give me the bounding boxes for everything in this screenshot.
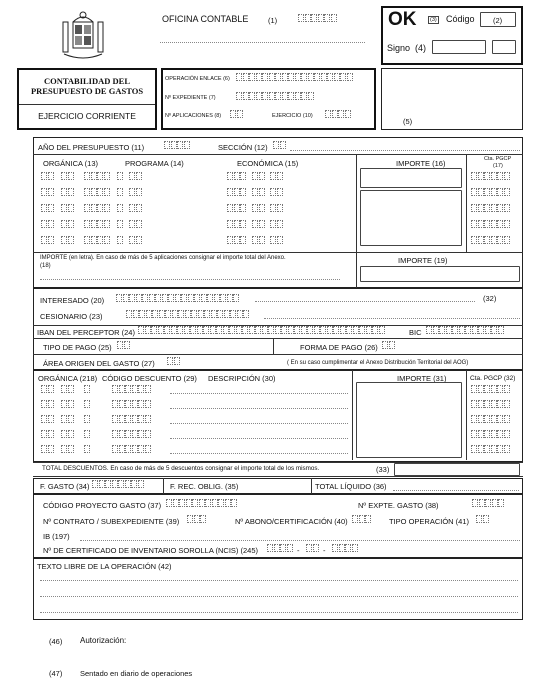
economica-cells[interactable] xyxy=(252,220,265,228)
desc-organica-cells[interactable] xyxy=(61,430,74,438)
expediente-label: Nº EXPEDIENTE (7) xyxy=(165,95,216,101)
abono-cells[interactable] xyxy=(352,515,372,523)
title-line1: CONTABILIDAD DEL xyxy=(43,76,131,86)
expediente-cells[interactable] xyxy=(236,92,314,100)
organica-label: ORGÁNICA (13) xyxy=(43,159,99,168)
ok-num: (3) xyxy=(430,17,437,23)
cert-dash-2: - xyxy=(323,546,326,555)
desc-importe-label: IMPORTE (31) xyxy=(397,374,447,383)
desc-codigo-cells[interactable] xyxy=(112,430,151,438)
desc-organica-label: ORGÁNICA (218) xyxy=(38,374,98,383)
f-rec-label: F. REC. OBLIG. (35) xyxy=(170,482,239,491)
expte-gasto-cells[interactable] xyxy=(472,499,505,507)
economica-cells[interactable] xyxy=(227,236,247,244)
codigo-label: Código xyxy=(446,14,475,24)
importe19-field[interactable] xyxy=(360,266,520,282)
desc-organica-cells[interactable] xyxy=(61,445,74,453)
desc-codigo-cells[interactable] xyxy=(112,445,151,453)
total-desc-label: TOTAL DESCUENTOS. En caso de más de 5 descuentos consignar el importe total de los mismos. xyxy=(42,465,320,472)
organica-cells[interactable] xyxy=(41,204,54,212)
cert-cells-3[interactable] xyxy=(332,544,358,552)
ok-label: OK xyxy=(388,9,417,30)
desc-cta-cells[interactable] xyxy=(471,430,510,438)
desc-cta-cells[interactable] xyxy=(471,400,510,408)
desc-cta-cells[interactable] xyxy=(471,445,510,453)
economica-cells[interactable] xyxy=(227,204,247,212)
programa-cells[interactable] xyxy=(84,204,110,212)
economica-cells[interactable] xyxy=(252,172,265,180)
desc-descripcion-label: DESCRIPCIÓN (30) xyxy=(208,374,276,383)
sentado-label: Sentado en diario de operaciones xyxy=(80,669,193,678)
seccion-label: SECCIÓN (12) xyxy=(218,143,268,152)
signo-num: (4) xyxy=(415,43,426,53)
cta-cells[interactable] xyxy=(471,236,510,244)
num47: (47) xyxy=(49,669,63,678)
title-line2: PRESUPUESTO DE GASTOS xyxy=(30,86,144,96)
interesado-label: INTERESADO (20) xyxy=(40,296,105,305)
total-desc-field[interactable] xyxy=(394,463,520,476)
desc-cta-cells[interactable] xyxy=(471,385,510,393)
economica-cells[interactable] xyxy=(270,188,283,196)
programa-cells[interactable] xyxy=(117,188,124,196)
signo-field-2[interactable] xyxy=(492,40,516,54)
area-label: ÁREA ORIGEN DEL GASTO (27) xyxy=(43,359,155,368)
desc-codigo-cells[interactable] xyxy=(84,415,91,423)
aplicaciones-label: Nº APLICACIONES (8) xyxy=(165,113,222,119)
economica-cells[interactable] xyxy=(252,188,265,196)
cta-cells[interactable] xyxy=(471,220,510,228)
programa-cells[interactable] xyxy=(117,220,124,228)
programa-cells[interactable] xyxy=(129,204,142,212)
desc-codigo-cells[interactable] xyxy=(112,400,151,408)
organica-cells[interactable] xyxy=(61,236,74,244)
economica-cells[interactable] xyxy=(252,204,265,212)
iban-label: IBAN DEL PERCEPTOR (24) xyxy=(37,328,135,337)
economica-cells[interactable] xyxy=(270,220,283,228)
desc-codigo-label: CÓDIGO DESCUENTO (29) xyxy=(102,374,197,383)
area-note: ( En su caso cumplimentar el Anexo Distribución Territorial del AOG) xyxy=(287,360,469,366)
desc-cta-label: Cta. PGCP (32) xyxy=(470,375,516,382)
programa-cells[interactable] xyxy=(117,172,124,180)
oficina-cells[interactable] xyxy=(298,14,337,22)
programa-cells[interactable] xyxy=(84,236,110,244)
anio-label: AÑO DEL PRESUPUESTO (11) xyxy=(38,143,145,152)
interesado-cells[interactable] xyxy=(116,294,240,302)
importe16-field[interactable] xyxy=(360,168,462,188)
desc-cta-cells[interactable] xyxy=(471,415,510,423)
programa-label: PROGRAMA (14) xyxy=(125,159,184,168)
desc-codigo-cells[interactable] xyxy=(112,415,151,423)
economica-cells[interactable] xyxy=(270,236,283,244)
area-cells[interactable] xyxy=(167,357,180,365)
cta-num: (17) xyxy=(493,163,503,169)
anio-cells[interactable] xyxy=(164,141,190,149)
cta-cells[interactable] xyxy=(471,188,510,196)
economica-cells[interactable] xyxy=(227,172,247,180)
num32-label: (32) xyxy=(483,294,497,303)
oficina-contable-label: OFICINA CONTABLE xyxy=(162,14,249,24)
signo-field[interactable] xyxy=(432,40,486,54)
operacion-enlace-cells[interactable] xyxy=(236,73,353,81)
importe-letra-num: (18) xyxy=(40,263,51,269)
importe19-label: IMPORTE (19) xyxy=(398,256,448,265)
texto-libre-label: TEXTO LIBRE DE LA OPERACIÓN (42) xyxy=(37,562,172,571)
contrato-label: Nº CONTRATO / SUBEXPEDIENTE (39) xyxy=(43,517,180,526)
importe-letra-label: IMPORTE (en letra). En caso de más de 5 aplicaciones consignar el importe total del Anexo. xyxy=(40,255,286,261)
tipo-pago-cells[interactable] xyxy=(117,341,130,349)
organica-cells[interactable] xyxy=(41,236,54,244)
importe16-label: IMPORTE (16) xyxy=(396,159,446,168)
forma-pago-label: FORMA DE PAGO (26) xyxy=(300,343,378,352)
ib-label: IB (197) xyxy=(43,532,70,541)
economica-cells[interactable] xyxy=(227,188,247,196)
desc-importe-field[interactable] xyxy=(356,382,462,458)
importe16-field-2[interactable] xyxy=(360,190,462,246)
desc-organica-cells[interactable] xyxy=(41,385,54,393)
cert-cells-2[interactable] xyxy=(306,544,319,552)
total-desc-num: (33) xyxy=(376,465,390,474)
tipo-operacion-cells[interactable] xyxy=(476,515,489,523)
signo-label: Signo xyxy=(387,43,411,53)
organica-cells[interactable] xyxy=(41,188,54,196)
f-gasto-label: F. GASTO (34) xyxy=(40,482,90,491)
desc-organica-cells[interactable] xyxy=(61,400,74,408)
economica-cells[interactable] xyxy=(270,172,283,180)
desc-codigo-cells[interactable] xyxy=(84,385,91,393)
box5-num: (5) xyxy=(403,117,413,126)
num46: (46) xyxy=(49,637,63,646)
organica-cells[interactable] xyxy=(41,220,54,228)
tipo-pago-label: TIPO DE PAGO (25) xyxy=(43,343,112,352)
bic-cells[interactable] xyxy=(426,326,504,334)
abono-label: Nº ABONO/CERTIFICACIÓN (40) xyxy=(235,517,348,526)
cta-label: Cta. PGCP xyxy=(484,156,512,162)
bic-label: BIC xyxy=(409,328,422,337)
forma-pago-cells[interactable] xyxy=(382,341,395,349)
organica-cells[interactable] xyxy=(41,172,54,180)
economica-label: ECONÓMICA (15) xyxy=(237,159,299,168)
oficina-num: (1) xyxy=(268,16,278,25)
contrato-cells[interactable] xyxy=(187,515,207,523)
programa-cells[interactable] xyxy=(117,204,124,212)
programa-cells[interactable] xyxy=(117,236,124,244)
desc-organica-cells[interactable] xyxy=(61,415,74,423)
programa-cells[interactable] xyxy=(84,220,110,228)
seccion-cells[interactable] xyxy=(273,141,286,149)
cert-dash-1: - xyxy=(297,546,300,555)
ejercicio-corriente: EJERCICIO CORRIENTE xyxy=(38,111,136,121)
programa-cells[interactable] xyxy=(84,188,110,196)
programa-cells[interactable] xyxy=(84,172,110,180)
programa-cells[interactable] xyxy=(129,236,142,244)
certificado-label: Nº DE CERTIFICADO DE INVENTARIO SOROLLA (NCIS) (245) xyxy=(43,546,258,555)
desc-organica-cells[interactable] xyxy=(41,400,54,408)
economica-cells[interactable] xyxy=(227,220,247,228)
desc-organica-cells[interactable] xyxy=(61,385,74,393)
organica-cells[interactable] xyxy=(61,172,74,180)
desc-codigo-cells[interactable] xyxy=(112,385,151,393)
cta-cells[interactable] xyxy=(471,204,510,212)
iban-cells[interactable] xyxy=(138,326,385,334)
organica-cells[interactable] xyxy=(61,188,74,196)
autorizacion-label: Autorización: xyxy=(80,636,127,645)
cesionario-cells[interactable] xyxy=(126,310,250,318)
operacion-enlace-label: OPERACIÓN ENLACE (6) xyxy=(165,76,230,82)
organica-cells[interactable] xyxy=(61,220,74,228)
codigo-proyecto-cells[interactable] xyxy=(166,499,238,507)
economica-cells[interactable] xyxy=(270,204,283,212)
cert-cells-1[interactable] xyxy=(267,544,293,552)
ejercicio-cells[interactable] xyxy=(325,110,351,118)
cesionario-label: CESIONARIO (23) xyxy=(40,312,103,321)
programa-cells[interactable] xyxy=(129,220,142,228)
organica-cells[interactable] xyxy=(61,204,74,212)
desc-organica-cells[interactable] xyxy=(41,415,54,423)
desc-organica-cells[interactable] xyxy=(41,430,54,438)
aplicaciones-cells[interactable] xyxy=(230,110,243,118)
expte-gasto-label: Nº EXPTE. GASTO (38) xyxy=(358,501,439,510)
programa-cells[interactable] xyxy=(129,188,142,196)
cta-cells[interactable] xyxy=(471,172,510,180)
coat-of-arms-icon xyxy=(60,8,106,64)
desc-organica-cells[interactable] xyxy=(41,445,54,453)
desc-codigo-cells[interactable] xyxy=(84,400,91,408)
codigo-proyecto-label: CÓDIGO PROYECTO GASTO (37) xyxy=(43,501,162,510)
f-gasto-cells[interactable] xyxy=(92,480,144,488)
codigo-num: (2) xyxy=(493,16,503,25)
economica-cells[interactable] xyxy=(252,236,265,244)
total-liquido-label: TOTAL LÍQUIDO (36) xyxy=(315,482,387,491)
desc-codigo-cells[interactable] xyxy=(84,430,91,438)
programa-cells[interactable] xyxy=(129,172,142,180)
ejercicio-label: EJERCICIO (10) xyxy=(272,113,313,119)
tipo-operacion-label: TIPO OPERACIÓN (41) xyxy=(389,517,470,526)
desc-codigo-cells[interactable] xyxy=(84,445,91,453)
